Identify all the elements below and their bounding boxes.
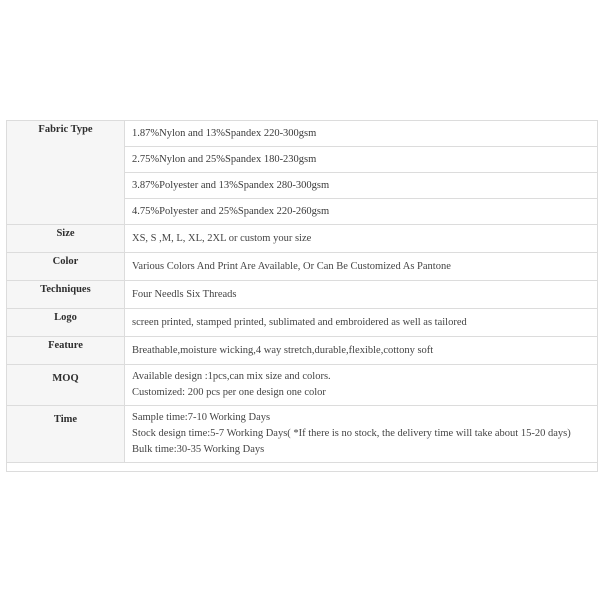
table-row-moq bbox=[7, 365, 598, 406]
time-label: Time bbox=[7, 406, 125, 463]
fabric-type-option: 2.75%Nylon and 25%Spandex 180-230gsm bbox=[125, 147, 597, 173]
time-line: Bulk time:30-35 Working Days bbox=[132, 444, 265, 455]
fabric-type-label: Fabric Type bbox=[7, 121, 125, 225]
feature-value: Breathable,moisture wicking,4 way stretch,durable,flexible,cottony soft bbox=[132, 345, 434, 356]
fabric-type-values bbox=[125, 121, 598, 225]
product-spec-table bbox=[6, 120, 598, 472]
time-line: Sample time:7-10 Working Days bbox=[132, 412, 271, 423]
techniques-label: Techniques bbox=[7, 281, 125, 309]
color-value: Various Colors And Print Are Available, Or Can Be Customized As Pantone bbox=[132, 261, 451, 272]
table-row-fabric-type bbox=[7, 121, 598, 225]
table-row-color bbox=[7, 253, 598, 281]
moq-label: MOQ bbox=[7, 365, 125, 406]
logo-label: Logo bbox=[7, 309, 125, 337]
techniques-value: Four Needls Six Threads bbox=[132, 289, 237, 300]
table-row-empty bbox=[7, 463, 598, 472]
fabric-type-option: 1.87%Nylon and 13%Spandex 220-300gsm bbox=[125, 121, 597, 147]
table-row-feature bbox=[7, 337, 598, 365]
fabric-type-option: 3.87%Polyester and 13%Spandex 280-300gsm bbox=[125, 173, 597, 199]
feature-label: Feature bbox=[7, 337, 125, 365]
table-bottom-spacer bbox=[7, 463, 598, 472]
fabric-type-option: 4.75%Polyester and 25%Spandex 220-260gsm bbox=[132, 206, 330, 217]
size-label: Size bbox=[7, 225, 125, 253]
moq-line: Available design :1pcs,can mix size and colors. bbox=[132, 371, 331, 382]
moq-line: Customized: 200 pcs per one design one color bbox=[132, 387, 326, 398]
time-line: Stock design time:5-7 Working Days( *If there is no stock, the delivery time will take about 15-20 days) bbox=[132, 428, 571, 439]
table-row-techniques bbox=[7, 281, 598, 309]
logo-value: screen printed, stamped printed, sublimated and embroidered as well as tailored bbox=[132, 317, 467, 328]
table-row-logo bbox=[7, 309, 598, 337]
size-value: XS, S ,M, L, XL, 2XL or custom your size bbox=[132, 233, 312, 244]
table-row-size bbox=[7, 225, 598, 253]
table-row-time bbox=[7, 406, 598, 463]
color-label: Color bbox=[7, 253, 125, 281]
